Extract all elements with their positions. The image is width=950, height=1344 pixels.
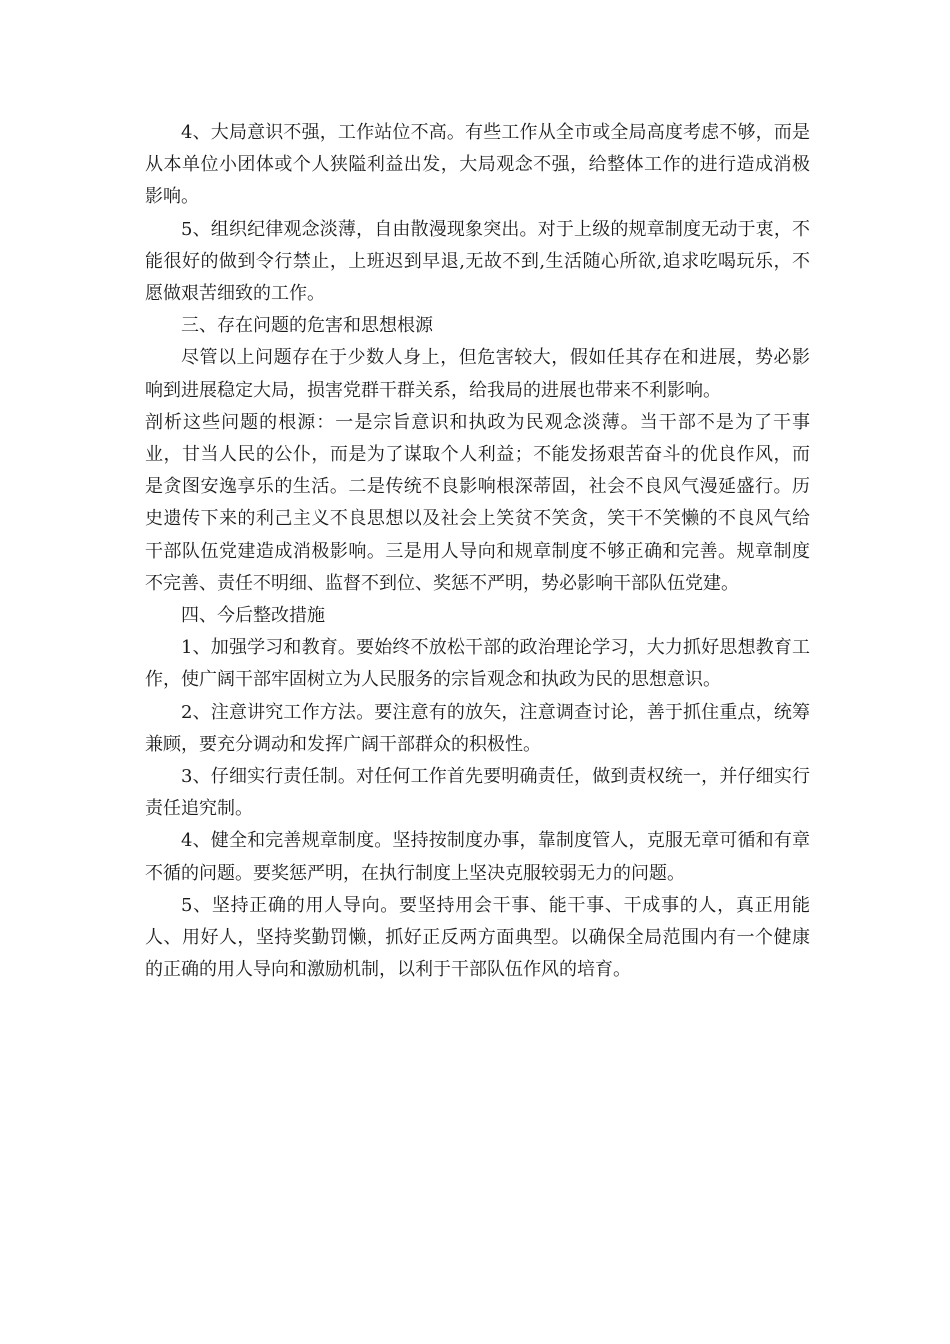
paragraph-harms: 尽管以上问题存在于少数人身上，但危害较大，假如任其存在和进展，势必影响到进展稳定大局，损害党群干群关系，给我局的进展也带来不利影响。 [145,347,810,401]
paragraph-weak-overall-awareness: 4、大局意识不强，工作站位不高。有些工作从全市或全局高度考虑不够，而是从本单位小团体或个人狭隘利益出发，大局观念不强，给整体工作的进行造成消极影响。 [145,122,810,208]
paragraph-root-analysis: 剖析这些问题的根源：一是宗旨意识和执政为民观念淡薄。当干部不是为了干事业，甘当人民的公仆，而是为了谋取个人利益；不能发扬艰苦奋斗的优良作风，而是贪图安逸享乐的生活。二是传统不良影响根深蒂固，社会不良风气漫延盛行。历史遗传下来的利己主义不良思想以及社会上笑贫不笑贪，笑干不笑懒的不良风气给干部队伍党建造成消极影响。三是用人导向和规章制度不够正确和完善。规章制度不完善、责任不明细、监督不到位、奖惩不严明，势必影响干部队伍党建。 [145,411,810,594]
paragraph-measure-methods: 2、注意讲究工作方法。要注意有的放矢，注意调查讨论，善于抓住重点，统筹兼顾，要充分调动和发挥广阔干部群众的积极性。 [145,701,810,755]
paragraph-measure-responsibility: 3、仔细实行责任制。对任何工作首先要明确责任，做到责权统一，并仔细实行责任追究制。 [145,766,810,820]
section-heading-harms-and-roots: 三、存在问题的危害和思想根源 [181,315,433,337]
paragraph-measure-employment: 5、坚持正确的用人导向。要坚持用会干事、能干事、干成事的人，真正用能人、用好人，坚持奖勤罚懒，抓好正反两方面典型。以确保全局范围内有一个健康的正确的用人导向和激励机制，以利于干部队伍作风的培育。 [145,894,810,981]
document-body [145,117,810,986]
paragraph-weak-discipline: 5、组织纪律观念淡薄，自由散漫现象突出。对于上级的规章制度无动于衷，不能很好的做到令行禁止，上班迟到早退,无故不到,生活随心所欲,追求吃喝玩乐，不愿做艰苦细致的工作。 [145,218,810,305]
section-heading-rectification-measures: 四、今后整改措施 [181,605,325,627]
paragraph-measure-rules: 4、健全和完善规章制度。坚持按制度办事，靠制度管人，克服无章可循和有章不循的问题。要奖惩严明，在执行制度上坚决克服较弱无力的问题。 [145,830,810,884]
paragraph-measure-study: 1、加强学习和教育。要始终不放松干部的政治理论学习，大力抓好思想教育工作，使广阔干部牢固树立为人民服务的宗旨观念和执政为民的思想意识。 [145,637,810,691]
